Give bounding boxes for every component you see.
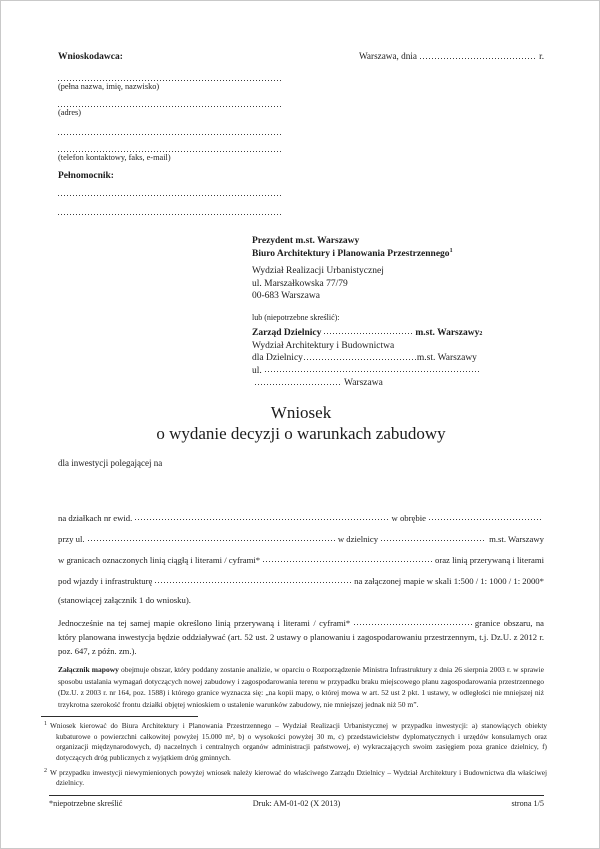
simultaneous-paragraph	[58, 616, 544, 659]
infrastructure-row	[58, 576, 544, 587]
footnote-2-ref: 2	[44, 767, 47, 774]
board-prefix: Zarząd Dzielnicy	[252, 327, 322, 338]
map-note-lead: Załącznik mapowy	[58, 665, 119, 675]
street-district-row	[58, 534, 544, 545]
district-board-row: Zarząd Dzielnicy m.st. Warszawy 2	[252, 327, 483, 338]
addressee-block	[252, 235, 544, 390]
attorney-field-1	[58, 194, 281, 196]
district-suffix: m.st. Warszawy	[416, 353, 477, 363]
form-lines	[58, 513, 544, 606]
district-blank-field	[304, 358, 416, 360]
bounds-suffix: oraz linią przerywaną i literami	[434, 554, 544, 565]
plots-blank-field	[135, 519, 388, 521]
bounds-blank-field	[263, 561, 432, 563]
street-blank-field	[265, 371, 479, 373]
infra-prefix: pod wjazdy i infrastrukturę	[58, 575, 153, 586]
bureau-name: Biuro Architektury i Planowania Przestrzennego	[252, 249, 450, 259]
applicant-block	[58, 79, 281, 215]
map-note-body: obejmuje obszar, który poddany zostanie analizie, w oparciu o Rozporządzenie Ministra Infrastruktury z dnia 26 sierpnia 2003 r. w sprawie sposobu ustalania wymagań dotyczących nowej zabudowy i zagospodarowania terenu w przypadku braku miejscowego planu zagospodarowania przestrzennego (Dz.U. z 2003 r. nr 164, poz. 1588) i którego granice wyznacza się: „na kopii mapy, o której mowa w art. 52 ust 2 pkt. 1 ustawy, w odległości nie mniejszej niż trzykrotna szerokość frontu działki objętej wnioskiem o ustalenie warunków zabudowy, nie mniejszej jednak niż 50 m”.	[58, 665, 544, 709]
footnote-2-text: W przypadku inwestycji niewymienionych powyżej wniosek należy kierować do właściwego Zarządu Dzielnicy – Wydział Architektury i Budownictwa dla właściwej dzielnicy.	[50, 768, 547, 788]
infra-blank-field	[155, 582, 351, 584]
footer-form-number: Druk: AM-01-02 (X 2013)	[252, 799, 341, 808]
bureau-footnote-ref: 1	[449, 247, 453, 254]
plots-row	[58, 513, 544, 524]
street-blank-field	[88, 540, 335, 542]
footer-page-number: strona 1/5	[511, 799, 544, 808]
infra-suffix: na załączonej mapie w skali 1:500 / 1: 1000 / 1: 2000*	[354, 575, 544, 586]
applicant-label: Wnioskodawca:	[58, 52, 123, 62]
city-row	[252, 377, 400, 390]
attorney-label: Pełnomocnik:	[58, 171, 114, 181]
district-mid: w dzielnicy	[337, 533, 379, 544]
map-attachment-note	[58, 664, 544, 710]
applicant-name-caption: (pełna nazwa, imię, nazwisko)	[58, 82, 160, 91]
date-blank-field	[420, 57, 536, 59]
street-row	[252, 365, 482, 378]
district-row	[252, 352, 504, 365]
city-suffix: Warszawa	[344, 378, 383, 388]
simultaneous-before: Jednocześnie na tej samej mapie określono linią przerywaną i literami / cyframi*	[58, 617, 351, 628]
city-blank-field	[255, 383, 341, 385]
addressee-department: Wydział Architektury i Budownictwa	[252, 340, 395, 351]
district-prefix: dla Dzielnicy	[252, 353, 303, 363]
plots-prefix: na działkach nr ewid.	[58, 512, 133, 523]
applicant-phone-field	[58, 150, 281, 152]
plots-mid: w obrębie	[391, 512, 426, 523]
attorney-field-2	[58, 213, 281, 215]
bounds-row	[58, 555, 544, 566]
simultaneous-blank-field	[354, 624, 472, 626]
footer-strike-note: *niepotrzebne skreślić	[49, 799, 123, 808]
page-content	[1, 1, 599, 710]
district-suffix: m.st. Warszawy	[489, 533, 544, 544]
page-footer	[49, 795, 544, 808]
addressee-bureau	[252, 248, 544, 261]
bounds-prefix: w granicach oznaczonych linią ciągłą i literami / cyframi*	[58, 554, 261, 565]
board-blank-field	[324, 333, 412, 335]
board-suffix: m.st. Warszawy	[415, 327, 480, 338]
header-row	[58, 1, 544, 63]
or-strike-label: lub (niepotrzebne skreślić):	[252, 312, 340, 322]
addressee-street: ul. Marszałkowska 77/79	[252, 278, 348, 289]
street-prefix: przy ul.	[58, 533, 85, 544]
addressee-president: Prezydent m.st. Warszawy	[252, 236, 360, 246]
title-line-1: Wniosek	[270, 402, 332, 422]
footnotes-block	[1, 717, 599, 788]
applicant-address-field	[58, 105, 281, 107]
applicant-extra-field	[58, 133, 281, 135]
date-prefix: Warszawa, dnia	[359, 51, 417, 61]
simultaneous-after: granice obszaru, na który planowana inwestycja będzie oddziaływać (art. 52 ust. 2 ustawy o planowaniu i zagospodarowaniu przestrzennym, t.j. Dz.U. z 2012 r. poz. 647, z późn. zm.).	[58, 617, 544, 657]
footnote-1	[44, 721, 547, 763]
applicant-address-caption: (adres)	[58, 108, 82, 117]
investment-intro: dla inwestycji polegającej na	[58, 457, 163, 468]
district-blank-field	[381, 540, 486, 542]
addressee-division: Wydział Realizacji Urbanistycznej	[252, 266, 384, 276]
footnote-2	[44, 768, 547, 789]
precinct-blank-field	[429, 519, 541, 521]
footnote-1-ref: 1	[44, 720, 47, 727]
date-line	[359, 51, 544, 61]
document-title	[58, 402, 544, 444]
street-prefix: ul.	[252, 365, 262, 376]
applicant-name-field	[58, 79, 281, 81]
footnote-1-text: Wniosek kierować do Biura Architektury i Planowania Przestrzennego – Wydział Realizacji Urbanistycznej w przypadku inwestycji: a) stanowiących obiekty kubaturowe o powierzchni całkowitej powyżej 15.000 m², b) o wysokości powyżej 30 m, c) przedstawicielstw dyplomatycznych i urzędów konsularnych oraz organizacji międzynarodowych, d) naczelnych i centralnych organów administracji państwowej, e) wykraczających swoim zasięgiem poza granice dzielnicy, f) dotyczących dróg publicznych z wyjątkiem dróg gminnych.	[50, 721, 547, 762]
title-line-2: o wydanie decyzji o warunkach zabudowy	[156, 423, 446, 443]
date-suffix: r.	[539, 51, 544, 61]
attachment-note: (stanowiącej załącznik 1 do wniosku).	[58, 594, 191, 605]
addressee-postal-city: 00-683 Warszawa	[252, 291, 320, 301]
applicant-phone-caption: (telefon kontaktowy, faks, e-mail)	[58, 153, 171, 162]
